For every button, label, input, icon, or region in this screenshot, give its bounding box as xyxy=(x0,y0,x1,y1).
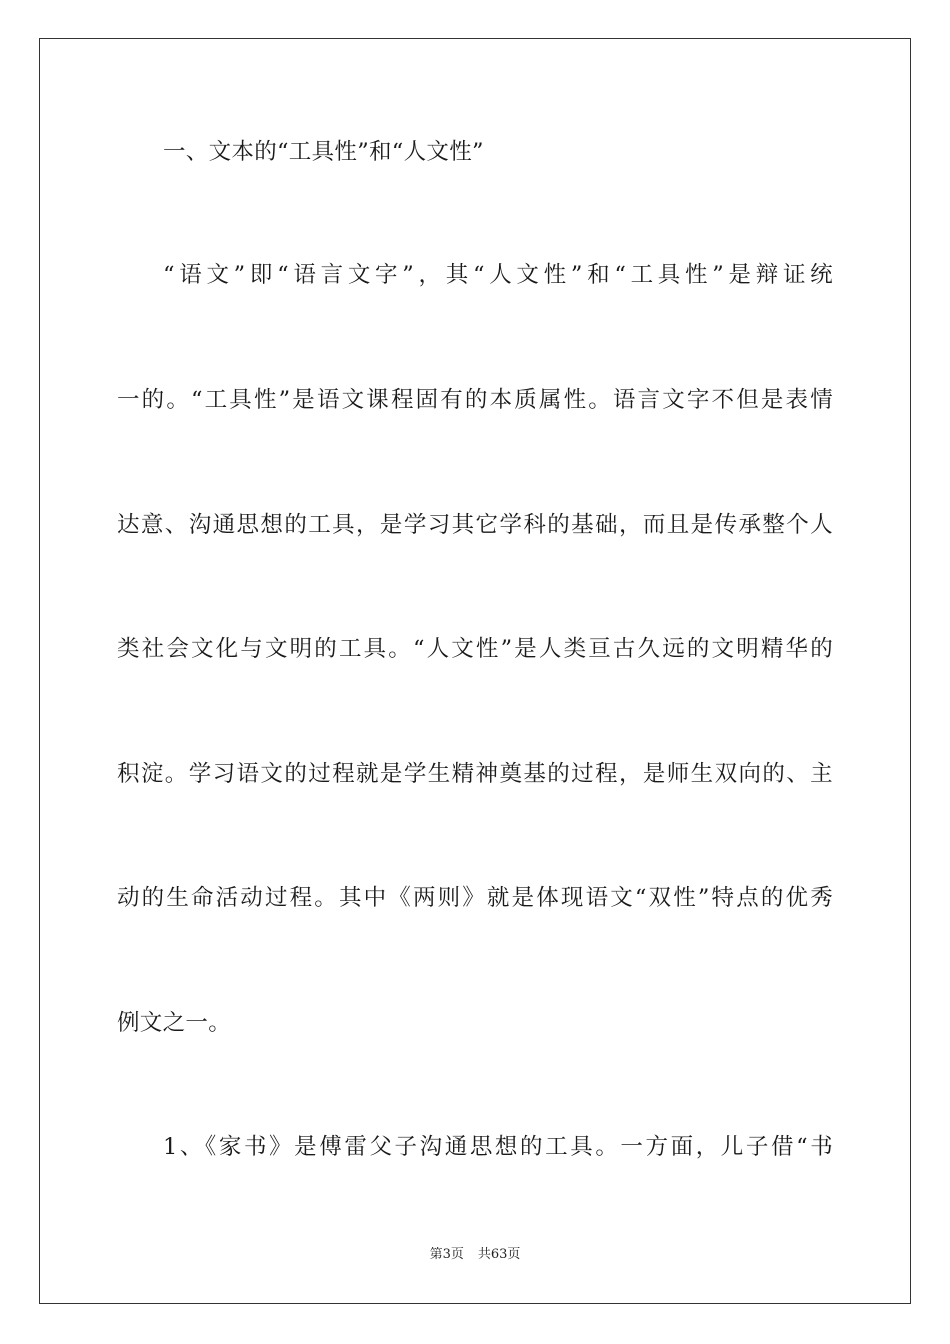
paragraph-line: 类社会文化与文明的工具。“人文性”是人类亘古久远的文明精华的 xyxy=(117,636,833,662)
paragraph-line: 1、《家书》是傅雷父子沟通思想的工具。一方面，儿子借“书 xyxy=(163,1134,833,1160)
paragraph-line: 例文之一。 xyxy=(117,1010,232,1036)
page-border xyxy=(39,38,911,1304)
page-total: 共63页 xyxy=(477,1247,521,1262)
section-heading: 一、文本的“工具性”和“人文性” xyxy=(163,139,484,165)
paragraph-line: 达意、沟通思想的工具，是学习其它学科的基础，而且是传承整个人 xyxy=(117,512,833,538)
paragraph-line: 一的。“工具性”是语文课程固有的本质属性。语言文字不但是表情 xyxy=(117,387,833,413)
paragraph-line: “语文”即“语言文字”，其“人文性”和“工具性”是辩证统 xyxy=(163,262,833,288)
paragraph-line: 动的生命活动过程。其中《两则》就是体现语文“双性”特点的优秀 xyxy=(117,885,833,911)
paragraph-line: 积淀。学习语文的过程就是学生精神奠基的过程，是师生双向的、主 xyxy=(117,761,833,787)
page-footer xyxy=(0,1246,950,1264)
page-number: 第3页 xyxy=(429,1247,464,1262)
